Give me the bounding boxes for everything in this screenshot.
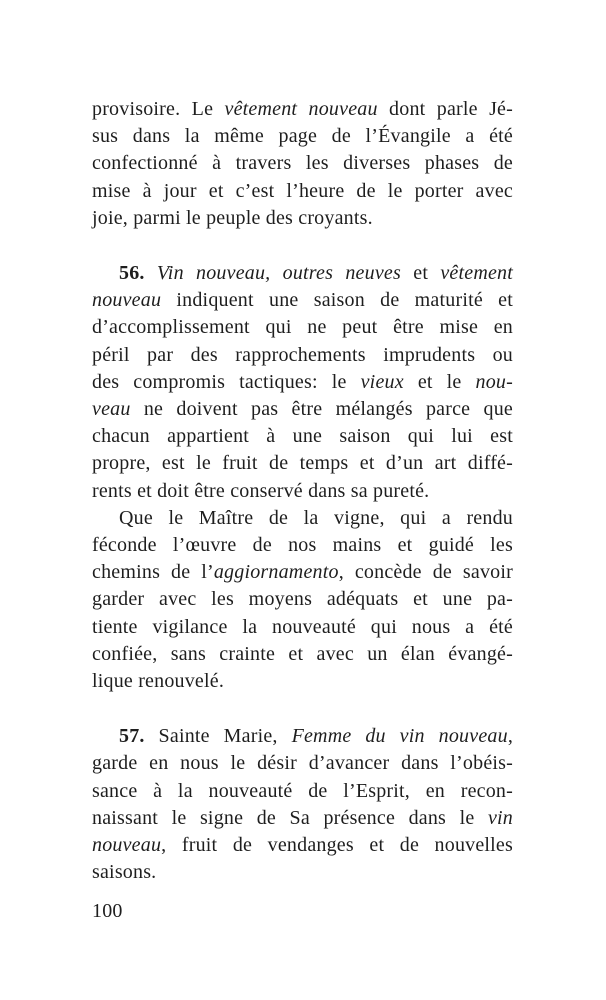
- text-run: saisons.: [92, 861, 157, 884]
- text-line: [92, 287, 513, 314]
- paragraph-maitre-de-la-vigne: [92, 505, 513, 695]
- text-run: garder avec les moyens adéquats et une pa-: [92, 588, 513, 611]
- text-run: indiquent une saison de maturité et: [161, 289, 513, 312]
- text-line: [92, 641, 513, 668]
- text-line: [92, 450, 513, 477]
- text-run: Que le Maître de la vigne, qui a rendu: [119, 506, 513, 529]
- italic-text-run: veau: [92, 398, 131, 421]
- text-line: [92, 205, 513, 232]
- text-line: [92, 668, 513, 695]
- text-line: [92, 505, 513, 532]
- paragraph-continuation: [92, 96, 513, 232]
- text-run: garde en nous le désir d’avancer dans l’obéis-: [92, 752, 513, 775]
- italic-text-run: vêtement: [440, 262, 514, 285]
- text-line: [92, 396, 513, 423]
- text-line: [92, 260, 513, 287]
- text-line: [92, 614, 513, 641]
- text-run: Sainte Marie,: [158, 725, 292, 748]
- italic-text-run: nou-: [475, 370, 513, 393]
- text-run: féconde l’œuvre de nos mains et guidé les: [92, 534, 513, 557]
- text-run: provisoire. Le: [92, 98, 225, 120]
- text-line: [92, 750, 513, 777]
- text-line: [92, 778, 513, 805]
- paragraph-57: [92, 723, 513, 886]
- italic-text-run: vin: [487, 806, 513, 829]
- text-run: propre, est le fruit de temps et d’un art diffé-: [92, 452, 513, 475]
- text-line: [92, 859, 513, 886]
- bold-text-run: 56.: [119, 262, 157, 285]
- italic-text-run: vêtement nouveau: [224, 98, 378, 120]
- text-line: [92, 532, 513, 559]
- text-run: sance à la nouveauté de l’Esprit, en recon-: [92, 779, 513, 802]
- text-run: naissant le signe de Sa présence dans le: [92, 806, 488, 829]
- text-run: dont parle Jé-: [377, 98, 513, 120]
- text-run: et le: [403, 370, 476, 393]
- text-run: joie, parmi le peuple des croyants.: [92, 206, 373, 229]
- text-line: [92, 123, 513, 150]
- text-run: ,: [507, 725, 514, 748]
- text-line: [92, 423, 513, 450]
- bold-text-run: 57.: [119, 725, 159, 748]
- italic-text-run: Vin nouveau, outres neuves: [156, 262, 401, 285]
- text-run: mise à jour et c’est l’heure de le porter avec: [92, 179, 513, 202]
- text-run: rents et doit être conservé dans sa pureté.: [92, 479, 430, 502]
- text-run: chemins de l’: [92, 561, 214, 584]
- text-line: [92, 96, 513, 123]
- paragraph-56: [92, 260, 513, 505]
- text-line: [92, 478, 513, 505]
- italic-text-run: nouveau: [92, 834, 162, 857]
- text-run: et: [400, 262, 441, 285]
- text-line: [92, 314, 513, 341]
- text-run: lique renouvelé.: [92, 670, 225, 693]
- text-run: confectionné à travers les diverses phases de: [92, 152, 513, 175]
- text-run: des compromis tactiques: le: [92, 370, 361, 393]
- text-line: [92, 178, 513, 205]
- italic-text-run: aggiornamento: [213, 561, 339, 584]
- text-line: [92, 342, 513, 369]
- text-line: [92, 150, 513, 177]
- text-line: [92, 586, 513, 613]
- text-run: sus dans la même page de l’Évangile a été: [92, 125, 513, 148]
- text-run: péril par des rapprochements imprudents ou: [92, 343, 513, 366]
- page-number: 100: [92, 900, 123, 922]
- text-run: confiée, sans crainte et avec un élan évangé-: [92, 642, 513, 665]
- text-line: [92, 723, 513, 750]
- text-run: , fruit de vendanges et de nouvelles: [161, 834, 513, 857]
- text-line: [92, 369, 513, 396]
- text-run: ne doivent pas être mélangés parce que: [130, 398, 513, 421]
- italic-text-run: Femme du vin nouveau: [291, 725, 508, 748]
- page-text: [92, 96, 513, 886]
- italic-text-run: vieux: [360, 370, 404, 393]
- text-line: [92, 805, 513, 832]
- text-run: d’accomplissement qui ne peut être mise en: [92, 316, 513, 339]
- text-run: tiente vigilance la nouveauté qui nous a été: [92, 615, 513, 638]
- text-run: chacun appartient à une saison qui lui est: [92, 425, 513, 448]
- text-line: [92, 832, 513, 859]
- italic-text-run: nouveau: [92, 289, 162, 312]
- text-run: , concède de savoir: [338, 561, 513, 584]
- text-line: [92, 559, 513, 586]
